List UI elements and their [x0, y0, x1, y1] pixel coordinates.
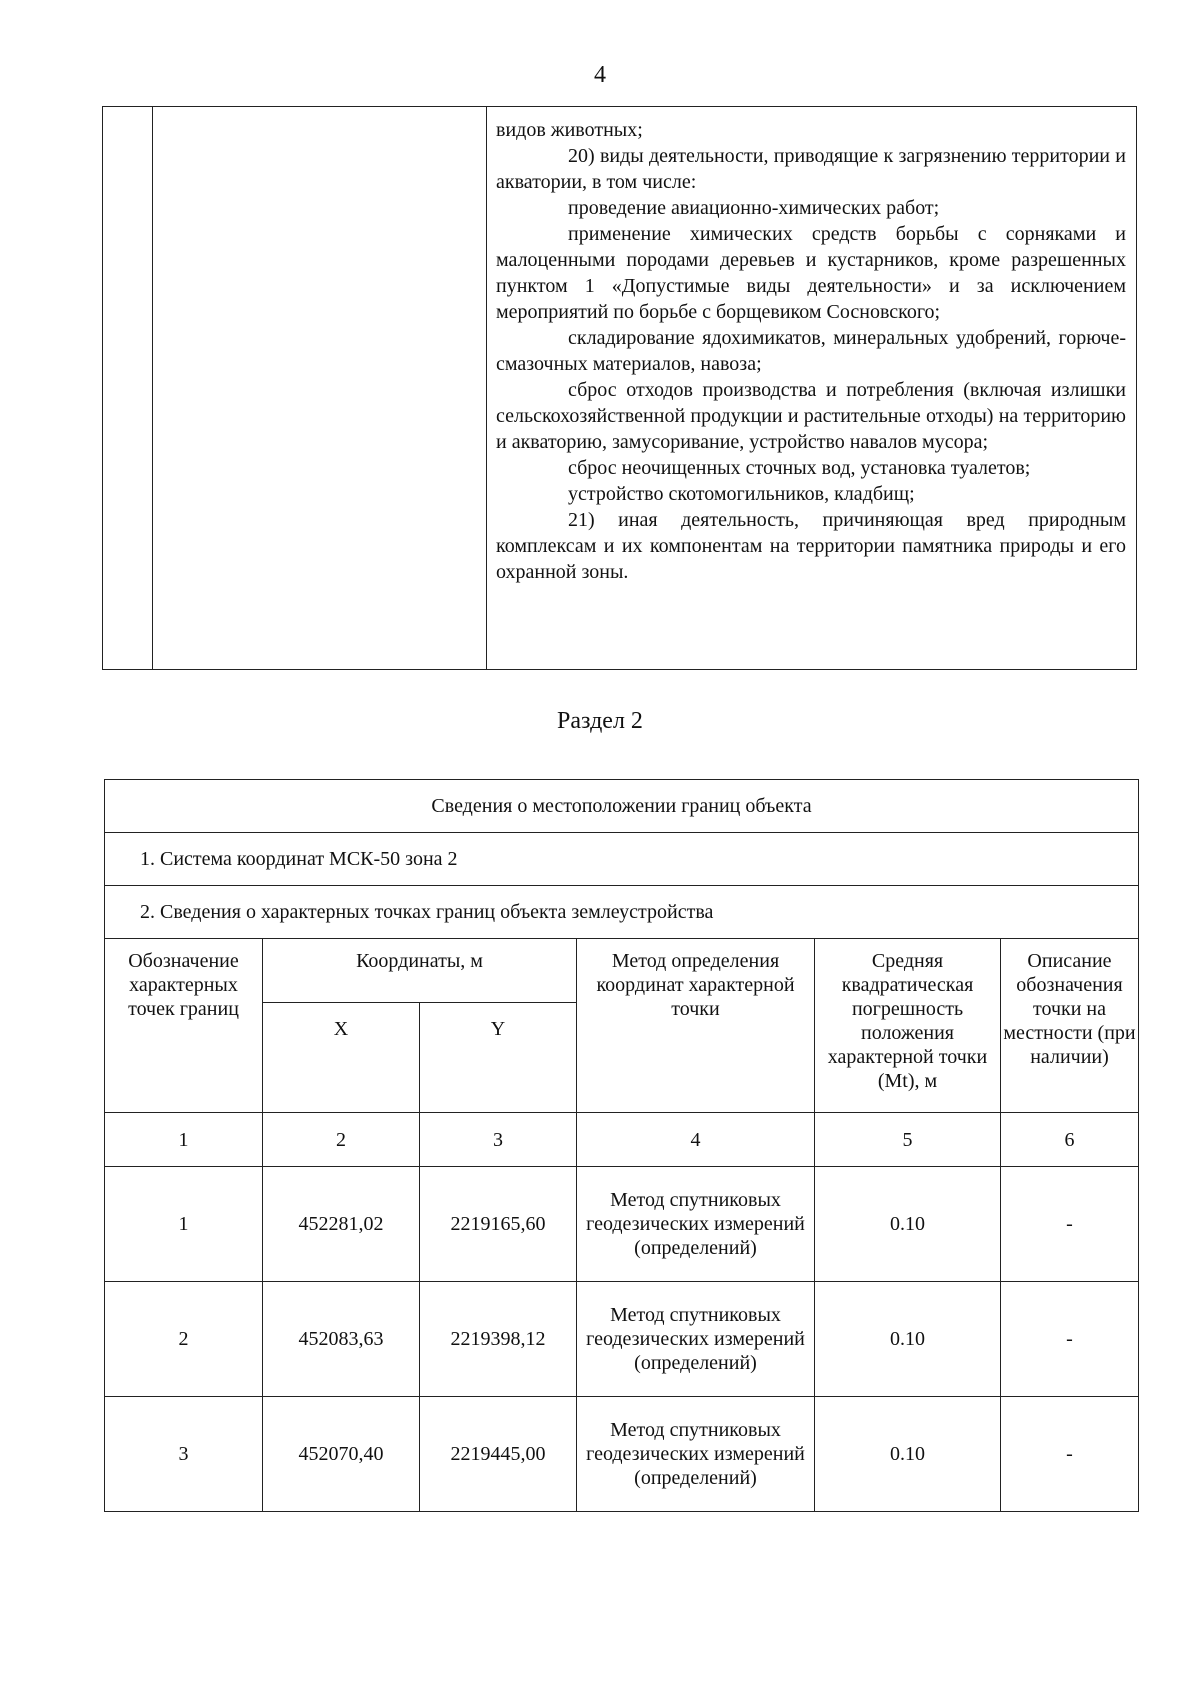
point-x: 452281,02: [263, 1167, 420, 1282]
page-number: 4: [594, 62, 606, 88]
point-x: 452070,40: [263, 1397, 420, 1512]
table-row: [105, 780, 1139, 833]
table-row: [103, 107, 1137, 670]
paragraph: применение химических средств борьбы с сорняками и малоценными породами деревьев и кустарников, кроме разрешенных пунктом 1 «Допустимые виды деятельности» и за исключением мероприятий по борьбе с борщевиком Сосновского;: [496, 223, 1126, 323]
point-method: Метод спутниковых геодезических измерений (определений): [577, 1397, 815, 1512]
column-numbers-row: [105, 1113, 1139, 1167]
paragraph: 20) виды деятельности, приводящие к загрязнению территории и акватории, в том числе:: [496, 145, 1126, 193]
paragraph: проведение авиационно-химических работ;: [568, 197, 940, 219]
column-number: 3: [420, 1113, 577, 1167]
paragraph: 21) иная деятельность, причиняющая вред природным комплексам и их компонентам на территории памятника природы и его охранной зоны.: [496, 509, 1126, 583]
table-row: [105, 1167, 1139, 1282]
point-number: 1: [105, 1167, 263, 1282]
point-error: 0.10: [815, 1282, 1001, 1397]
point-description: -: [1001, 1167, 1139, 1282]
point-method: Метод спутниковых геодезических измерений (определений): [577, 1167, 815, 1282]
column-number: 4: [577, 1113, 815, 1167]
point-y: 2219398,12: [420, 1282, 577, 1397]
column-header-method: Метод определения координат характерной точки: [577, 939, 815, 1113]
table-title: Сведения о местоположении границ объекта: [105, 780, 1139, 833]
boundary-points-table: [104, 779, 1139, 1512]
table-header-row: [105, 939, 1139, 1003]
empty-cell: [103, 107, 153, 670]
points-title: 2. Сведения о характерных точках границ объекта землеустройства: [105, 886, 1139, 939]
column-number: 2: [263, 1113, 420, 1167]
point-description: -: [1001, 1282, 1139, 1397]
table-row: [105, 886, 1139, 939]
column-header-designation: Обозначение характерных точек границ: [105, 939, 263, 1113]
point-y: 2219445,00: [420, 1397, 577, 1512]
column-number: 6: [1001, 1113, 1139, 1167]
point-error: 0.10: [815, 1167, 1001, 1282]
point-number: 2: [105, 1282, 263, 1397]
table-row: [105, 1397, 1139, 1512]
point-x: 452083,63: [263, 1282, 420, 1397]
column-header-x: X: [263, 1003, 420, 1113]
paragraph: видов животных;: [496, 119, 643, 141]
paragraph: сброс неочищенных сточных вод, установка туалетов;: [568, 457, 1031, 479]
paragraph: сброс отходов производства и потребления (включая излишки сельскохозяйственной продукции и растительные отходы) на территорию и акваторию, замусоривание, устройство навалов мусора;: [496, 379, 1126, 453]
coordinate-system: 1. Система координат МСК-50 зона 2: [105, 833, 1139, 886]
paragraph: складирование ядохимикатов, минеральных удобрений, горюче-смазочных материалов, навоза;: [496, 327, 1126, 375]
table-row: [105, 833, 1139, 886]
column-number: 1: [105, 1113, 263, 1167]
point-number: 3: [105, 1397, 263, 1512]
section-title: Раздел 2: [557, 708, 643, 734]
column-header-y: Y: [420, 1003, 577, 1113]
point-method: Метод спутниковых геодезических измерений (определений): [577, 1282, 815, 1397]
table-row: [105, 1282, 1139, 1397]
paragraph: устройство скотомогильников, кладбищ;: [568, 483, 915, 505]
prohibited-activities-table: [102, 106, 1137, 670]
column-header-coordinates: Координаты, м: [263, 939, 577, 1003]
point-error: 0.10: [815, 1397, 1001, 1512]
point-y: 2219165,60: [420, 1167, 577, 1282]
point-description: -: [1001, 1397, 1139, 1512]
empty-cell: [153, 107, 487, 670]
column-number: 5: [815, 1113, 1001, 1167]
column-header-error: Средняя квадратическая погрешность положения характерной точки (Mt), м: [815, 939, 1001, 1113]
column-header-description: Описание обозначения точки на местности (при наличии): [1001, 939, 1139, 1113]
activities-cell: [487, 107, 1137, 670]
